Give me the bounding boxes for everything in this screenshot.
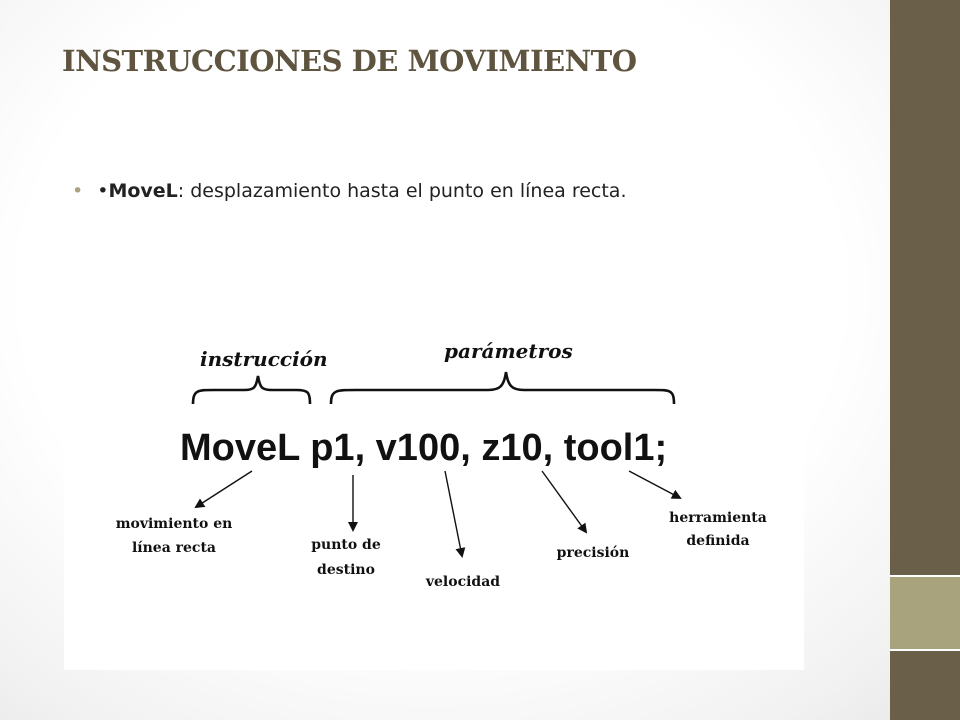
side-strip-accent [890, 577, 960, 649]
parameters-brace [331, 372, 674, 404]
annotation-v100: velocidad [425, 574, 501, 590]
annotation-z10: precisión [556, 545, 630, 561]
slide-title: INSTRUCCIONES DE MOVIMIENTO [62, 44, 637, 78]
parameters-brace-label: parámetros [444, 339, 573, 363]
bullet-text: : desplazamiento hasta el punto en línea recta. [177, 180, 627, 202]
movel-diagram [64, 318, 804, 670]
annotation-p1-line1: punto de [311, 537, 381, 553]
annotation-p1-line2: destino [317, 562, 375, 578]
bullet-prefix: • [97, 180, 109, 202]
arrow-movel [196, 471, 252, 507]
code-instruction: MoveL p1, v100, z10, tool1; [180, 427, 668, 469]
bullet-item [72, 180, 627, 202]
diagram-canvas [64, 318, 804, 670]
annotation-movel-line1: movimiento en [115, 516, 233, 532]
arrow-v100 [445, 471, 462, 556]
strip-divider-bottom [890, 649, 960, 651]
arrow-z10 [542, 471, 586, 532]
annotation-movel-line2: línea recta [131, 540, 217, 556]
side-strip [890, 0, 960, 720]
annotation-tool1-line1: herramienta [669, 510, 767, 526]
bullet-keyword: MoveL [108, 180, 178, 202]
bullet-marker: • [72, 180, 84, 202]
arrow-tool1 [629, 471, 680, 498]
annotation-tool1-line2: definida [686, 533, 750, 549]
instruction-brace [193, 376, 310, 404]
instruction-brace-label: instrucción [200, 347, 328, 371]
